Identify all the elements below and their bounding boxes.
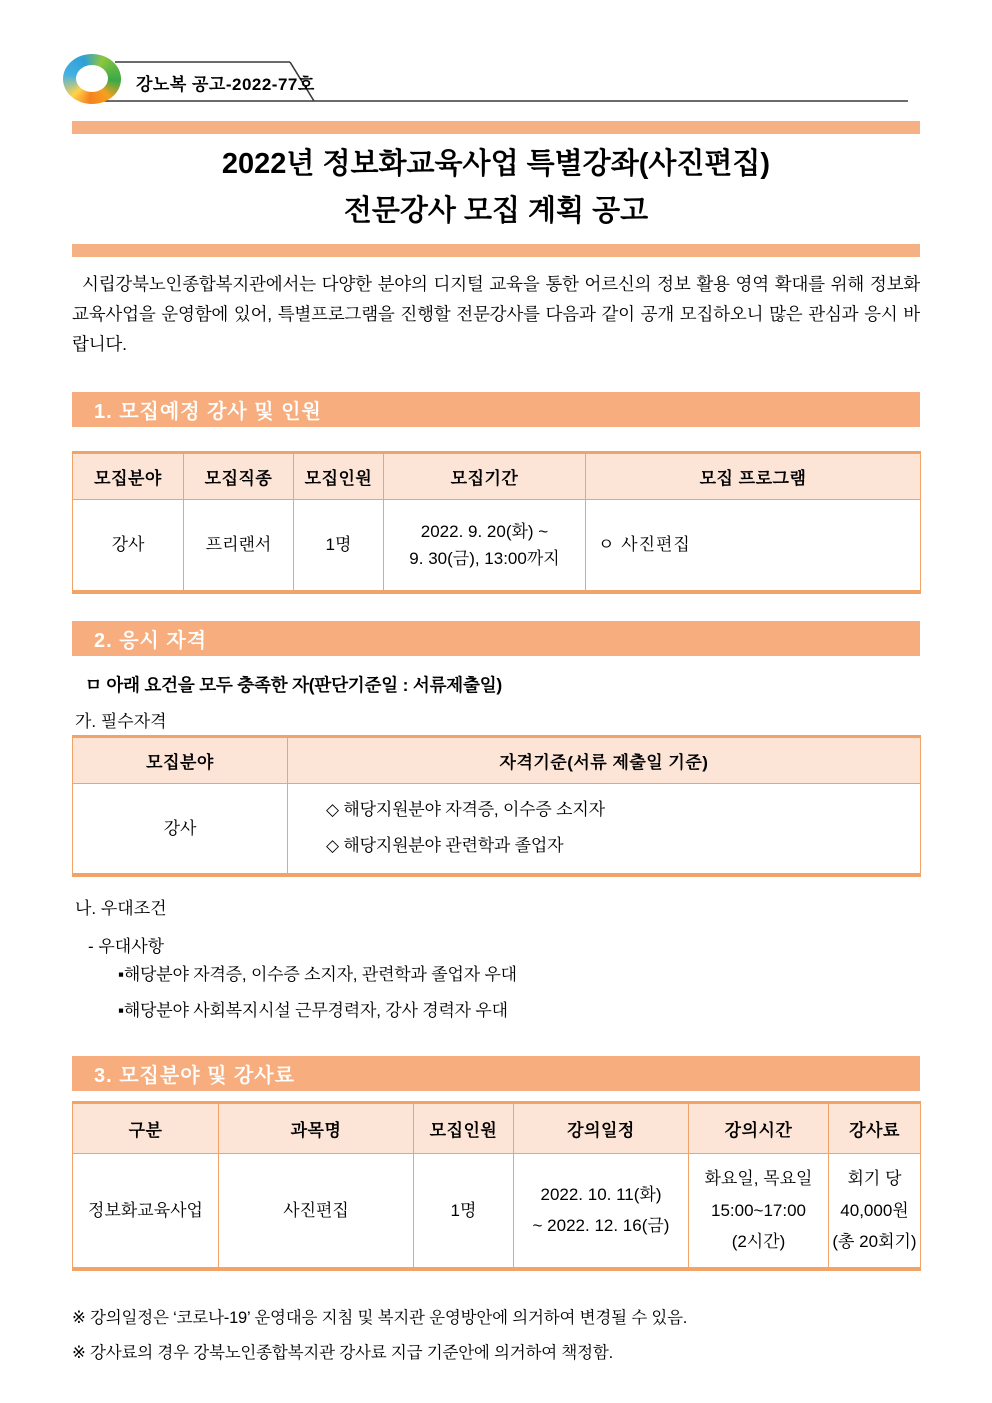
sub-label-preferred-condition: 나. 우대조건 xyxy=(75,898,167,918)
recruitment-overview-table xyxy=(72,451,921,594)
cell-job-type: 프리랜서 xyxy=(184,500,294,592)
title-bottom-accent-bar xyxy=(72,244,920,257)
col-header-time: 강의시간 xyxy=(689,1103,829,1154)
cell-period xyxy=(384,500,586,592)
col-header-program: 모집 프로그램 xyxy=(586,453,921,500)
document-header xyxy=(0,0,992,115)
eligibility-requirement-line: ㅁ 아래 요건을 모두 충족한 자(판단기준일 : 서류제출일) xyxy=(85,674,503,695)
time-line-2: 15:00~17:00 xyxy=(710,1200,806,1220)
document-body xyxy=(72,121,920,1372)
title-block xyxy=(72,121,920,257)
cell-time xyxy=(689,1154,829,1269)
schedule-line-1: 2022. 10. 11(화) xyxy=(540,1185,662,1204)
schedule-line-2: ~ 2022. 12. 16(금) xyxy=(532,1216,670,1236)
cell-field: 강사 xyxy=(73,783,288,875)
criteria-item-2: ◇ 해당지원분야 관련학과 졸업자 xyxy=(326,836,564,856)
footnote-1: ※ 강의일정은 ‘코로나-19’ 운영대응 지침 및 복지관 운영방안에 의거하여 변경될 수 있음. xyxy=(72,1308,688,1327)
qualification-table xyxy=(72,735,921,877)
preferred-items-label: - 우대사항 xyxy=(88,936,165,956)
fee-line-3: (총 20회기) xyxy=(832,1232,917,1252)
cell-field: 강사 xyxy=(73,500,184,592)
time-line-1: 화요일, 목요일 xyxy=(704,1169,813,1189)
table-row xyxy=(73,1154,921,1269)
cell-fee xyxy=(829,1154,921,1269)
organization-swirl-logo-icon xyxy=(63,54,121,104)
time-line-3: (2시간) xyxy=(731,1232,786,1252)
cell-criteria xyxy=(288,783,921,875)
section-3-heading: 3. 모집분야 및 강사료 xyxy=(72,1056,920,1091)
col-header-headcount: 모집인원 xyxy=(294,453,384,500)
title-line-2: 전문강사 모집 계획 공고 xyxy=(343,194,649,227)
cell-category: 정보화교육사업 xyxy=(73,1154,219,1269)
period-line-1: 2022. 9. 20(화) ~ xyxy=(420,521,549,541)
col-header-field: 모집분야 xyxy=(73,736,288,783)
col-header-criteria: 자격기준(서류 제출일 기준) xyxy=(288,736,921,783)
col-header-category: 구분 xyxy=(73,1103,219,1154)
table-row xyxy=(73,783,921,875)
document-number: 강노복 공고-2022-77호 xyxy=(136,75,315,94)
cell-headcount: 1명 xyxy=(414,1154,514,1269)
col-header-period: 모집기간 xyxy=(384,453,586,500)
fee-line-1: 회기 당 xyxy=(847,1169,902,1189)
cell-subject: 사진편집 xyxy=(219,1154,414,1269)
footnotes xyxy=(72,1301,920,1372)
table-header-row xyxy=(73,736,921,783)
section-1-heading: 1. 모집예정 강사 및 인원 xyxy=(72,392,920,427)
col-header-job-type: 모집직종 xyxy=(184,453,294,500)
preferred-item-1: ▪해당분야 자격증, 이수증 소지자, 관련학과 졸업자 우대 xyxy=(118,964,517,984)
footnote-2: ※ 강사료의 경우 강북노인종합복지관 강사료 지급 기준안에 의거하여 책정함. xyxy=(72,1344,613,1363)
fee-schedule-table xyxy=(72,1101,921,1271)
sub-label-required-qualification: 가. 필수자격 xyxy=(75,711,167,731)
table-header-row xyxy=(73,1103,921,1154)
title-top-accent-bar xyxy=(72,121,920,134)
fee-line-2: 40,000원 xyxy=(840,1200,909,1220)
criteria-item-1: ◇ 해당지원분야 자격증, 이수증 소지자 xyxy=(326,799,605,819)
col-header-field: 모집분야 xyxy=(73,453,184,500)
table-row xyxy=(73,500,921,592)
document-title xyxy=(72,134,920,244)
cell-program: ㅇ 사진편집 xyxy=(586,500,921,592)
cell-headcount: 1명 xyxy=(294,500,384,592)
col-header-fee: 강사료 xyxy=(829,1103,921,1154)
intro-paragraph: 시립강북노인종합복지관에서는 다양한 분야의 디지털 교육을 통한 어르신의 정보 활용 영역 확대를 위해 정보화교육사업을 운영함에 있어, 특별프로그램을 진행할 전문강사를 다음과 같이 공개 모집하오니 많은 관심과 응시 바랍니다. xyxy=(72,273,920,355)
col-header-subject: 과목명 xyxy=(219,1103,414,1154)
cell-schedule xyxy=(514,1154,689,1269)
period-line-2: 9. 30(금), 13:00까지 xyxy=(409,548,560,568)
title-line-1: 2022년 정보화교육사업 특별강좌(사진편집) xyxy=(221,148,771,180)
col-header-schedule: 강의일정 xyxy=(514,1103,689,1154)
section-2-heading: 2. 응시 자격 xyxy=(72,621,920,656)
preferred-item-2: ▪해당분야 사회복지시설 근무경력자, 강사 경력자 우대 xyxy=(118,1000,508,1020)
table-header-row xyxy=(73,453,921,500)
col-header-headcount: 모집인원 xyxy=(414,1103,514,1154)
header-banner-lines xyxy=(0,0,992,115)
